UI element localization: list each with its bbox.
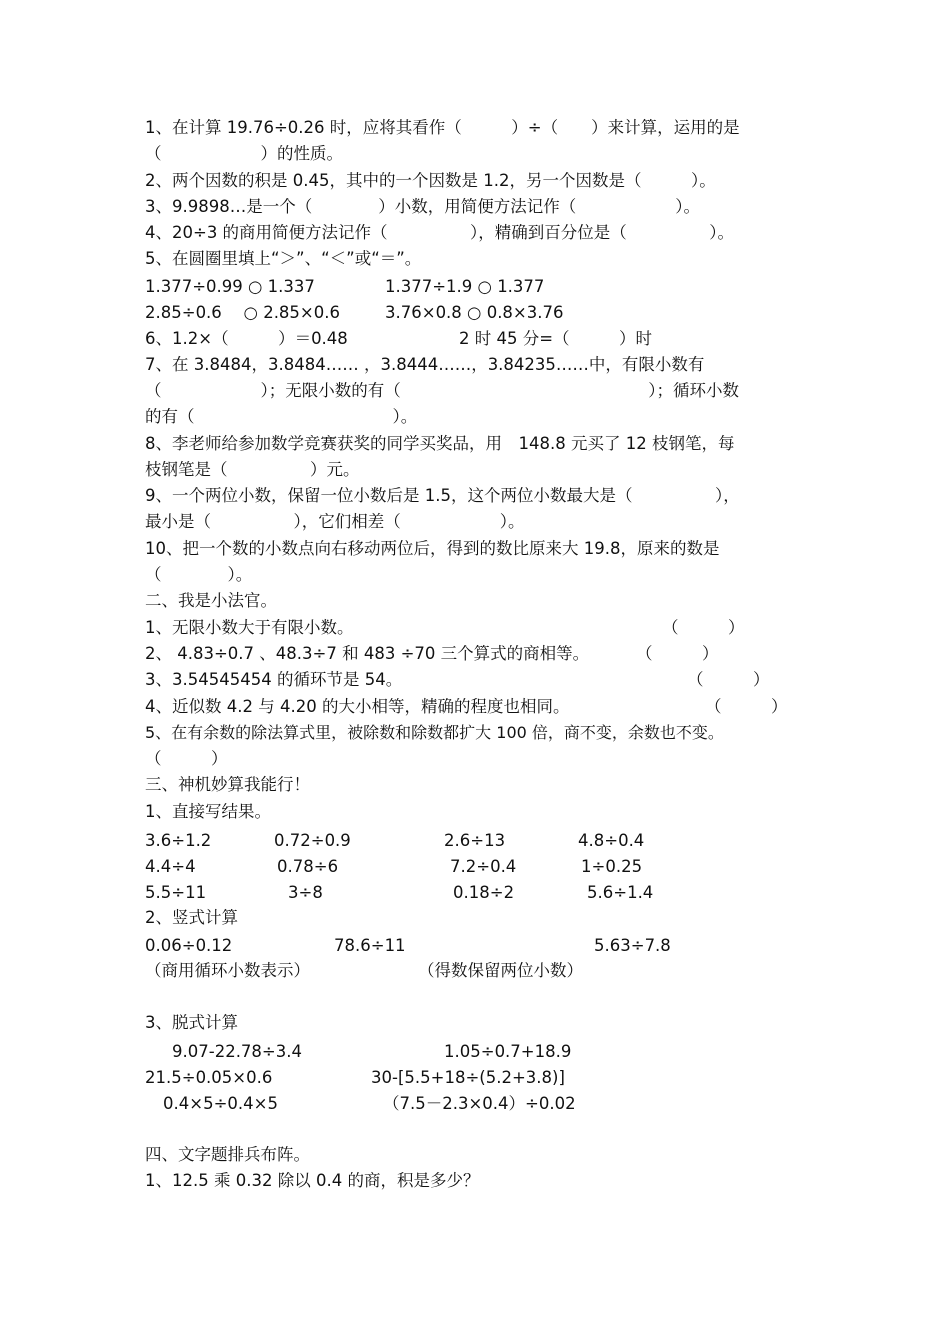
direct-3-1: 5.5÷11 [145, 883, 207, 902]
q6-b: 2 时 45 分=（ ）时 [459, 329, 653, 348]
q7-line3: 的有（ ）。 [145, 407, 418, 426]
judge-blank-5: （ ） [145, 749, 228, 768]
q5-item-4: 3.76×0.8 ○ 0.8×3.76 [385, 303, 564, 322]
vertical-1: 0.06÷0.12 [145, 936, 233, 955]
q7-line2: （ ）；无限小数的有（ ）；循环小数 [145, 381, 739, 400]
judge-blank-4: （ ） [705, 697, 788, 716]
judge-item-4: 4、近似数 4.2 与 4.20 的大小相等，精确的程度也相同。 [145, 697, 570, 716]
vertical-note-2: （得数保留两位小数） [418, 961, 583, 980]
q9-line1: 9、一个两位小数，保留一位小数后是 1.5，这个两位小数最大是（ ）， [145, 486, 740, 505]
stepwise-3-2: （7.5－2.3×0.4）÷0.02 [383, 1094, 576, 1113]
vertical-title: 2、竖式计算 [145, 908, 238, 927]
q5-item-3: 2.85÷0.6 ○ 2.85×0.6 [145, 303, 340, 322]
word-problem-1: 1、12.5 乘 0.32 除以 0.4 的商，积是多少？ [145, 1171, 480, 1190]
q10-line2: （ ）。 [145, 565, 253, 584]
direct-2-2: 0.78÷6 [277, 857, 339, 876]
direct-2-4: 1÷0.25 [581, 857, 643, 876]
q6-a: 6、1.2×（ ）＝0.48 [145, 329, 348, 348]
q5-item-2: 1.377÷1.9 ○ 1.377 [385, 277, 545, 296]
q5-item-1: 1.377÷0.99 ○ 1.337 [145, 277, 315, 296]
stepwise-3-1: 0.4×5÷0.4×5 [163, 1094, 278, 1113]
q9-line2: 最小是（ ），它们相差（ ）。 [145, 512, 525, 531]
judge-blank-1: （ ） [662, 618, 745, 637]
q1-line2: （ ）的性质。 [145, 144, 343, 163]
part3-title: 三、神机妙算我能行！ [145, 775, 310, 794]
stepwise-2-1: 21.5÷0.05×0.6 [145, 1068, 273, 1087]
judge-blank-2: （ ） [636, 644, 719, 663]
q3: 3、9.9898…是一个（ ）小数，用简便方法记作（ ）。 [145, 197, 700, 216]
direct-1-3: 2.6÷13 [444, 831, 506, 850]
judge-blank-3: （ ） [687, 670, 770, 689]
stepwise-2-2: 30-[5.5+18÷(5.2+3.8)] [371, 1068, 565, 1087]
vertical-2: 78.6÷11 [334, 936, 406, 955]
q8-line2: 枝钢笔是（ ）元。 [145, 460, 360, 479]
q4: 4、20÷3 的商用简便方法记作（ ），精确到百分位是（ ）。 [145, 223, 735, 242]
q2: 2、两个因数的积是 0.45，其中的一个因数是 1.2，另一个因数是（ ）。 [145, 171, 716, 190]
q5: 5、在圆圈里填上“＞”、“＜”或“＝”。 [145, 249, 422, 268]
q7-line1: 7、在 3.8484，3.8484…… ，3.8444……，3.84235……中，有限小数有 [145, 355, 705, 374]
stepwise-1-2: 1.05÷0.7+18.9 [444, 1042, 572, 1061]
stepwise-title: 3、脱式计算 [145, 1013, 238, 1032]
judge-item-1: 1、无限小数大于有限小数。 [145, 618, 354, 637]
direct-1-2: 0.72÷0.9 [274, 831, 351, 850]
direct-2-1: 4.4÷4 [145, 857, 196, 876]
direct-2-3: 7.2÷0.4 [450, 857, 517, 876]
q8-line1: 8、李老师给参加数学竞赛获奖的同学买奖品，用 148.8 元买了 12 枝钢笔，每 [145, 434, 735, 453]
judge-item-2: 2、 4.83÷0.7 、48.3÷7 和 483 ÷70 三个算式的商相等。 [145, 644, 590, 663]
judge-item-3: 3、3.54545454 的循环节是 54。 [145, 670, 403, 689]
judge-item-5: 5、在有余数的除法算式里，被除数和除数都扩大 100 倍，商不变，余数也不变。 [145, 723, 724, 742]
stepwise-1-1: 9.07-22.78÷3.4 [172, 1042, 302, 1061]
direct-3-4: 5.6÷1.4 [587, 883, 654, 902]
vertical-note-1: （商用循环小数表示） [145, 961, 310, 980]
part4-title: 四、文字题排兵布阵。 [145, 1145, 310, 1164]
direct-title: 1、直接写结果。 [145, 802, 271, 821]
q1-line1: 1、在计算 19.76÷0.26 时，应将其看作（ ）÷（ ）来计算，运用的是 [145, 118, 740, 137]
direct-3-2: 3÷8 [288, 883, 323, 902]
direct-1-4: 4.8÷0.4 [578, 831, 645, 850]
direct-3-3: 0.18÷2 [453, 883, 515, 902]
q10-line1: 10、把一个数的小数点向右移动两位后，得到的数比原来大 19.8，原来的数是 [145, 539, 720, 558]
vertical-3: 5.63÷7.8 [594, 936, 671, 955]
part2-title: 二、我是小法官。 [145, 591, 277, 610]
direct-1-1: 3.6÷1.2 [145, 831, 212, 850]
